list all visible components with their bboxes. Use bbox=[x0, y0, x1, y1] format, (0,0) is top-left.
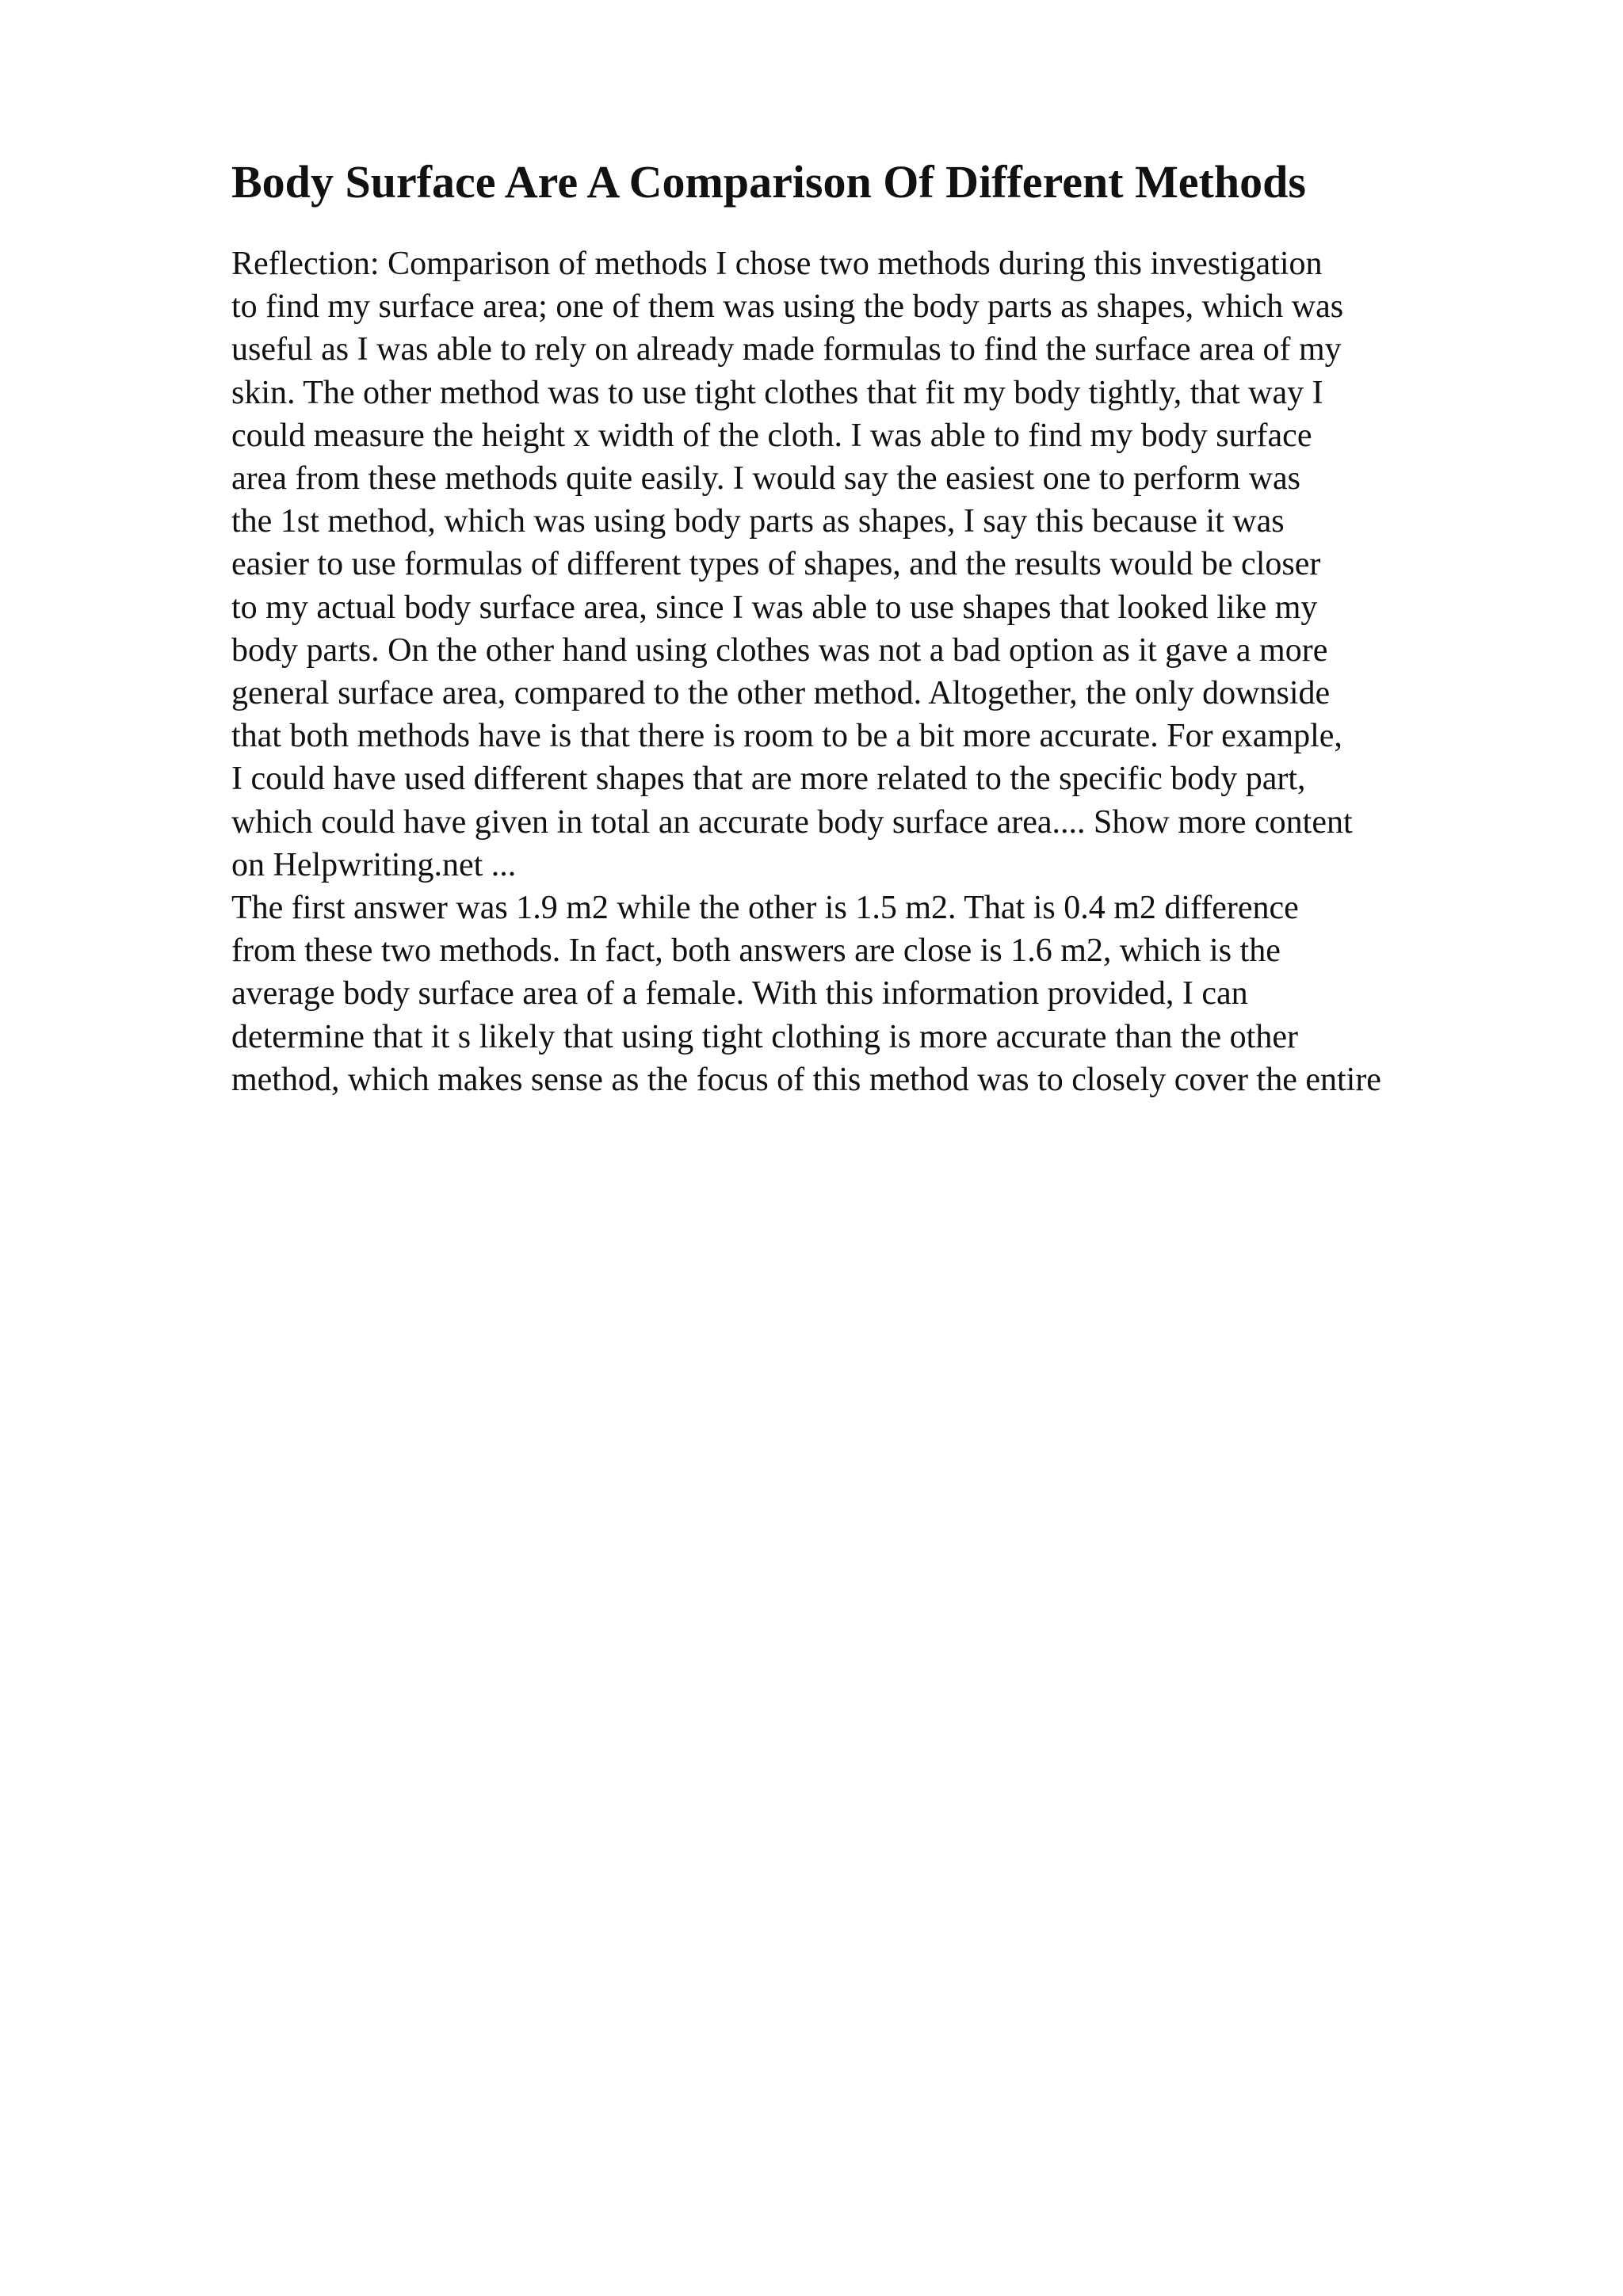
body-line-16: The first answer was 1.9 m2 while the other is 1.5 m2. That is 0.4 m2 difference bbox=[231, 890, 1299, 927]
document-title: Body Surface Are A Comparison Of Different Methods bbox=[231, 156, 1306, 208]
body-line-6: area from these methods quite easily. I would say the easiest one to perform was bbox=[231, 460, 1301, 498]
document-body bbox=[231, 242, 1515, 1101]
body-line-19: determine that it s likely that using tight clothing is more accurate than the other bbox=[231, 1018, 1298, 1055]
body-line-11: general surface area, compared to the other method. Altogether, the only downside bbox=[231, 675, 1331, 712]
body-line-4: skin. The other method was to use tight clothes that fit my body tightly, that way I bbox=[231, 374, 1323, 411]
body-line-7: the 1st method, which was using body parts as shapes, I say this because it was bbox=[231, 503, 1285, 540]
body-line-10: body parts. On the other hand using clothes was not a bad option as it gave a more bbox=[231, 631, 1328, 669]
body-line-20: method, which makes sense as the focus of this method was to closely cover the entire bbox=[231, 1061, 1381, 1098]
body-line-3: useful as I was able to rely on already made formulas to find the surface area of my bbox=[231, 331, 1342, 368]
body-line-1: Reflection: Comparison of methods I chose two methods during this investigation bbox=[231, 246, 1323, 282]
body-line-17: from these two methods. In fact, both answers are close is 1.6 m2, which is the bbox=[231, 933, 1281, 970]
body-line-13: I could have used different shapes that are more related to the specific body part, bbox=[231, 761, 1306, 798]
body-line-9: to my actual body surface area, since I was able to use shapes that looked like my bbox=[231, 589, 1318, 626]
body-line-18: average body surface area of a female. With this information provided, I can bbox=[231, 975, 1248, 1013]
body-line-5: could measure the height x width of the cloth. I was able to find my body surface bbox=[231, 417, 1312, 454]
body-line-15: on Helpwriting.net ... bbox=[231, 846, 517, 883]
body-line-8: easier to use formulas of different types of shapes, and the results would be closer bbox=[231, 546, 1321, 583]
body-line-14: which could have given in total an accurate body surface area.... Show more content bbox=[231, 803, 1353, 841]
body-line-12: that both methods have is that there is room to be a bit more accurate. For example, bbox=[231, 718, 1342, 755]
body-line-2: to find my surface area; one of them was using the body parts as shapes, which was bbox=[231, 288, 1344, 326]
